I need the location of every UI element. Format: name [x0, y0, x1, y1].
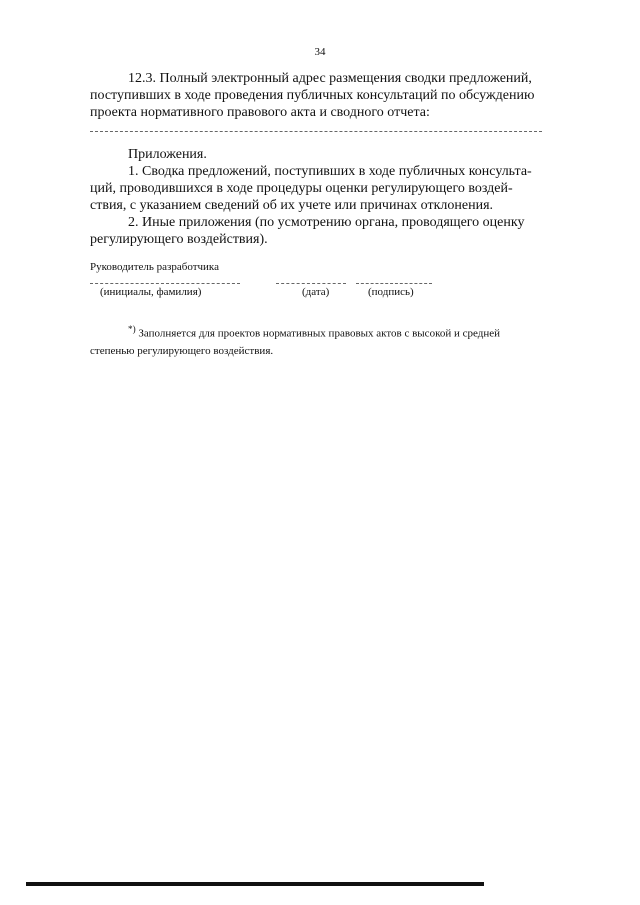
signature-line [356, 283, 432, 284]
attachment-1-line1: 1. Сводка предложений, поступивших в ходе публичных консульта- [128, 164, 532, 179]
attachment-1-line3: ствия, с указанием сведений об их учете или причинах отклонения. [90, 198, 494, 213]
footnote [90, 321, 580, 360]
attachment-1-line2: ций, проводившихся в ходе процедуры оценки регулирующего воздей- [90, 181, 513, 196]
address-fill-line [90, 131, 542, 132]
section-12-3 [90, 70, 570, 121]
date-label: (дата) [302, 286, 330, 298]
footnote-line1 [90, 321, 580, 343]
footnote-text-line1: Заполняется для проектов нормативных правовых актов с высокой и средней [135, 327, 500, 340]
head-of-developer-label: Руководитель разработчика [90, 261, 219, 273]
footnote-line2: степенью регулирующего воздействия. [90, 344, 274, 357]
footnote-mark: *) [128, 324, 136, 334]
signature-label: (подпись) [368, 286, 414, 298]
page-number: 34 [314, 46, 326, 58]
attachment-2-line2: регулирующего воздействия). [90, 232, 268, 247]
section-12-3-line3: проекта нормативного правового акта и сводного отчета: [90, 105, 430, 120]
attachment-2-line1: 2. Иные приложения (по усмотрению органа, проводящего оценку [128, 215, 525, 230]
bottom-scan-bar [26, 882, 484, 886]
attachments-title: Приложения. [128, 147, 207, 162]
date-line [276, 283, 346, 284]
section-12-3-line2: поступивших в ходе проведения публичных консультаций по обсуждению [90, 88, 535, 103]
attachments-section [90, 146, 570, 248]
section-12-3-line1: 12.3. Полный электронный адрес размещения сводки предложений, [128, 71, 532, 86]
initials-label: (инициалы, фамилия) [100, 286, 202, 298]
initials-line [90, 283, 240, 284]
